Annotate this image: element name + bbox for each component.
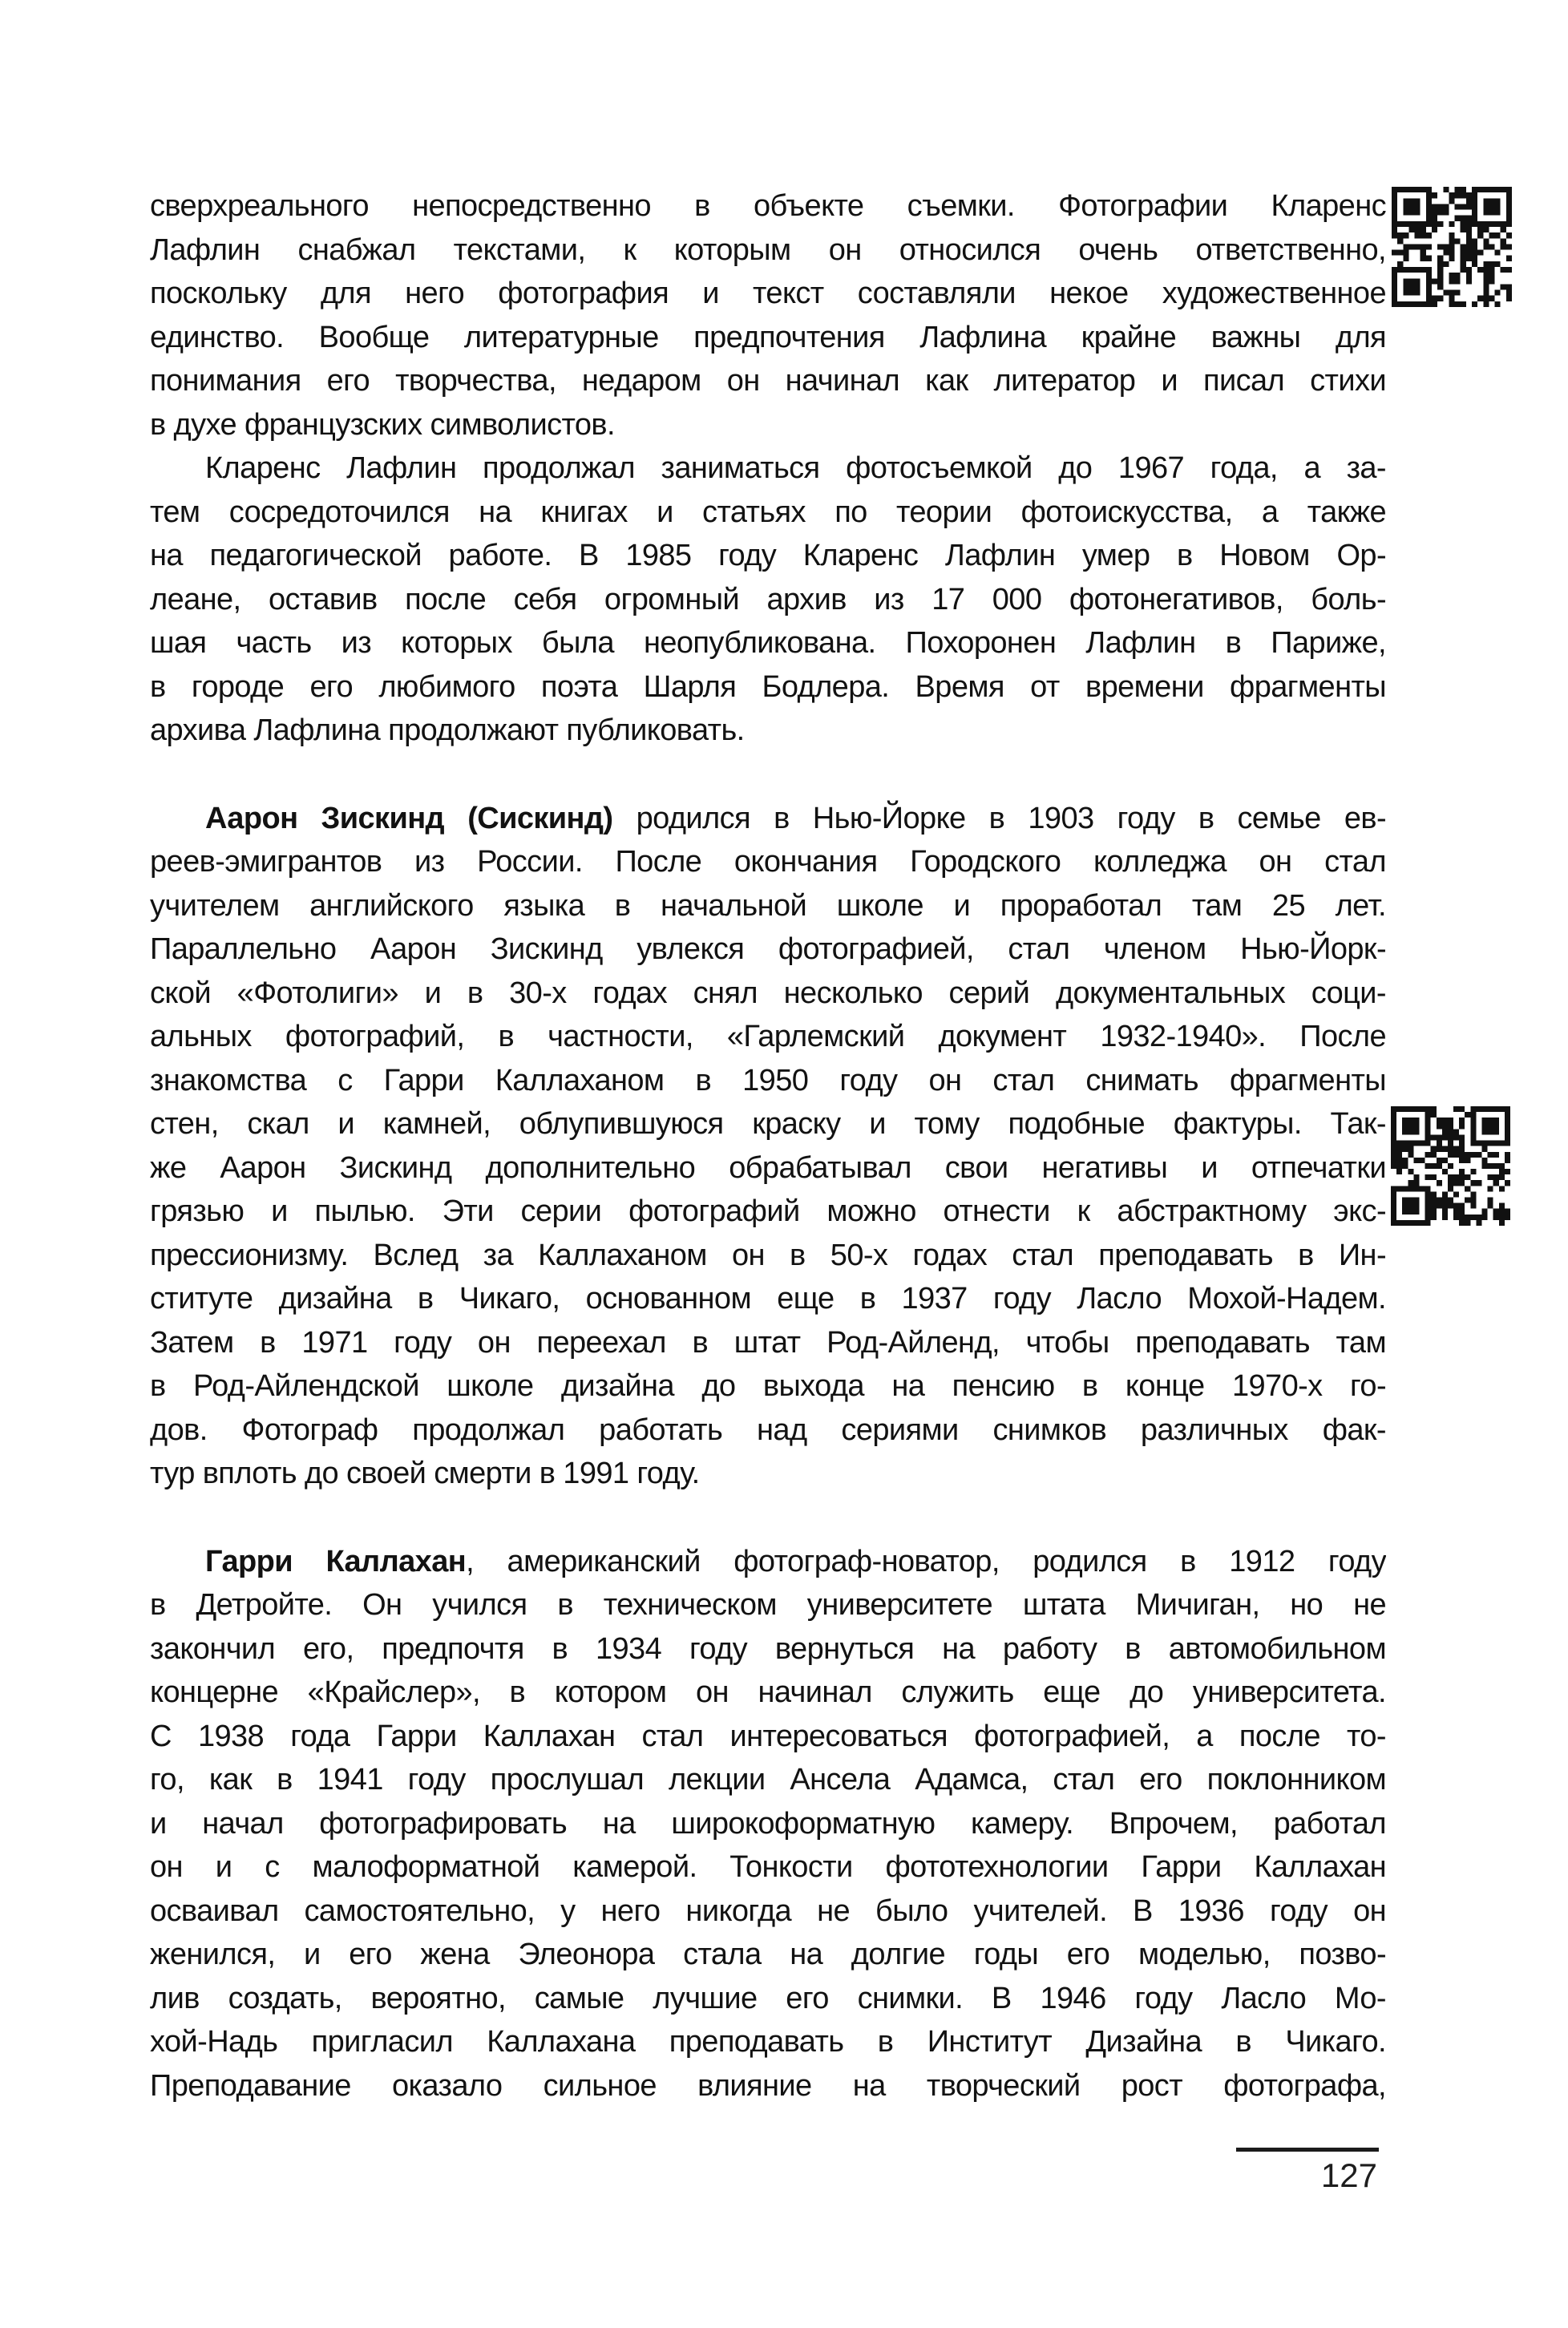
text-line: грязью и пылью. Эти серии фотографий можно отнести к абстрактному экс- <box>150 1194 1386 1228</box>
text-line: концерне «Крайслер», в котором он начинал служить еще до университета. <box>150 1675 1386 1709</box>
text-line: стен, скал и камней, облупившуюся краску и тому подобные фактуры. Так- <box>150 1107 1386 1141</box>
text-line: тем сосредоточился на книгах и статьях по теории фотоискусства, а также <box>150 495 1386 529</box>
text-line: дов. Фотограф продолжал работать над сериями снимков различных фак- <box>150 1413 1386 1447</box>
paragraph-1 <box>150 184 1386 447</box>
person-name: Гарри Каллахан <box>205 1544 467 1578</box>
person-name: Аарон Зискинд (Сискинд) <box>205 801 613 835</box>
paragraph-4 <box>150 1540 1386 2108</box>
text-line: сверхреального непосредственно в объекте съемки. Фотографии Кларенс <box>150 189 1386 223</box>
text-line: учителем английского языка в начальной школе и проработал там 25 лет. <box>150 888 1386 923</box>
paragraph-3 <box>150 797 1386 1496</box>
text-line: же Аарон Зискинд дополнительно обрабатывал свои негативы и отпечатки <box>150 1150 1386 1185</box>
text-line: Аарон Зискинд (Сискинд) родился в Нью-Йорке в 1903 году в семье ев- <box>205 801 1386 835</box>
text-line: понимания его творчества, недаром он начинал как литератор и писал стихи <box>150 364 1386 398</box>
text-line: лив создать, вероятно, самые лучшие его снимки. В 1946 году Ласло Мо- <box>150 1981 1386 2015</box>
text-line: С 1938 года Гарри Каллахан стал интересоваться фотографией, а после то- <box>150 1719 1386 1753</box>
text-line: Гарри Каллахан, американский фотограф-новатор, родился в 1912 году <box>205 1544 1386 1578</box>
text-line: единство. Вообще литературные предпочтения Лафлина крайне важны для <box>150 320 1386 354</box>
text-line: Лафлин снабжал текстами, к которым он относился очень ответственно, <box>150 232 1386 267</box>
text-line: леане, оставив после себя огромный архив из 17 000 фотонегативов, боль- <box>150 582 1386 616</box>
text-line: Затем в 1971 году он переехал в штат Род-Айленд, чтобы преподавать там <box>150 1325 1386 1360</box>
text-line: и начал фотографировать на широкоформатную камеру. Впрочем, работал <box>150 1806 1386 1841</box>
qr-code-top <box>1392 187 1512 307</box>
text-line: закончил его, предпочтя в 1934 году вернуться на работу в автомобильном <box>150 1631 1386 1666</box>
page-number: 127 <box>1320 2156 1377 2194</box>
text-line: Преподавание оказало сильное влияние на творческий рост фотографа, <box>150 2068 1386 2103</box>
footer-rule <box>1236 2148 1379 2152</box>
text-line: тур вплоть до своей смерти в 1991 году. <box>150 1457 700 1490</box>
text-line: Кларенс Лафлин продолжал заниматься фотосъемкой до 1967 года, а за- <box>205 451 1386 485</box>
text-line: хой-Надь пригласил Каллахана преподавать в Институт Дизайна в Чикаго. <box>150 2025 1386 2059</box>
text-line: прессионизму. Вслед за Каллаханом он в 50-х годах стал преподавать в Ин- <box>150 1238 1386 1272</box>
text-line: ской «Фотолиги» и в 30-х годах снял несколько серий документальных соци- <box>150 976 1386 1010</box>
text-line: в Детройте. Он учился в техническом университете штата Мичиган, но не <box>150 1588 1386 1622</box>
text-line: на педагогической работе. В 1985 году Кларенс Лафлин умер в Новом Ор- <box>150 539 1386 572</box>
text-line: архива Лафлина продолжают публиковать. <box>150 713 745 747</box>
qr-code-middle <box>1391 1106 1510 1226</box>
text-line: в духе французских символистов. <box>150 407 615 442</box>
text-line: в городе его любимого поэта Шарля Бодлера. Время от времени фрагменты <box>150 669 1386 704</box>
text-line: женился, и его жена Элеонора стала на долгие годы его моделью, позво- <box>150 1938 1386 1971</box>
paragraph-2 <box>150 447 1386 753</box>
text-line: Параллельно Аарон Зискинд увлекся фотографией, стал членом Нью-Йорк- <box>150 932 1386 966</box>
page-footer <box>1236 2148 1379 2195</box>
text-line: осваивал самостоятельно, у него никогда не было учителей. В 1936 году он <box>150 1894 1386 1928</box>
text-line: знакомства с Гарри Каллаханом в 1950 году он стал снимать фрагменты <box>150 1063 1386 1097</box>
text-line: в Род-Айлендской школе дизайна до выхода на пенсию в конце 1970-х го- <box>150 1369 1386 1403</box>
text-line: го, как в 1941 году прослушал лекции Ансела Адамса, стал его поклонником <box>150 1763 1386 1797</box>
text-line: шая часть из которых была неопубликована. Похоронен Лафлин в Париже, <box>150 626 1386 660</box>
text-line: реев-эмигрантов из России. После окончания Городского колледжа он стал <box>150 845 1386 879</box>
text-line: поскольку для него фотография и текст составляли некое художественное <box>150 277 1386 310</box>
text-line: он и с малоформатной камерой. Тонкости фототехнологии Гарри Каллахан <box>150 1850 1386 1884</box>
text-column <box>150 184 1386 2108</box>
text-line: ституте дизайна в Чикаго, основанном еще в 1937 году Ласло Мохой-Надем. <box>150 1282 1386 1316</box>
text-line: альных фотографий, в частности, «Гарлемский документ 1932-1940». После <box>150 1020 1386 1053</box>
